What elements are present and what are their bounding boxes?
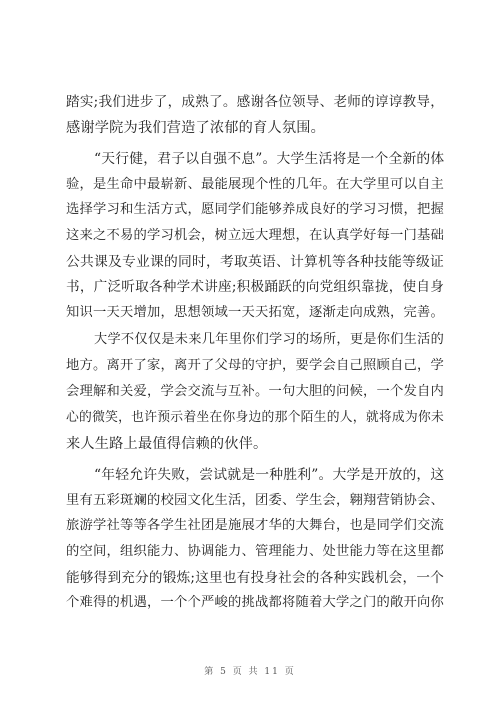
text-line-12: 会理解和关爱，学会交流与互补。一句大胆的问候，一个发自内 bbox=[66, 384, 444, 399]
text-line-1: 踏实;我们进步了，成熟了。感谢各位领导、老师的谆谆教导， bbox=[66, 94, 444, 110]
text-line-2: 感谢学院为我们营造了浓郁的育人氛围。 bbox=[66, 120, 325, 136]
text-line-5: 选择学习和生活方式，愿同学们能够养成良好的学习习惯，把握 bbox=[66, 202, 444, 217]
text-line-14: 来人生路上最值得信赖的伙伴。 bbox=[66, 436, 268, 452]
text-line-20: 个难得的机遇，一个个严峻的挑战都将随着大学之门的敞开向你 bbox=[66, 595, 444, 610]
text-line-18: 的空间，组织能力、协调能力、管理能力、处世能力等在这里都 bbox=[66, 544, 444, 559]
text-line-8: 书，广泛听取各种学术讲座;积极踊跃的向党组织靠拢，使自身 bbox=[66, 279, 444, 295]
text-line-9: 知识一天天增加，思想领域一天天拓宽，逐渐走向成熟，完善。 bbox=[66, 305, 444, 320]
text-line-19: 能够得到充分的锻炼;这里也有投身社会的各种实践机会，一个 bbox=[66, 570, 444, 586]
text-line-17: 旅游学社等等各学生社团是施展才华的大舞台，也是同学们交流 bbox=[66, 518, 444, 533]
text-line-6: 这来之不易的学习机会，树立远大理想，在认真学好每一门基础 bbox=[66, 228, 444, 243]
text-line-10: 大学不仅仅是未来几年里你们学习的场所，更是你们生活的 bbox=[94, 332, 444, 347]
text-line-16: 里有五彩斑斓的校园文化生活，团委、学生会，翱翔营销协会、 bbox=[66, 493, 444, 508]
text-line-13: 心的微笑，也许预示着坐在你身边的那个陌生的人，就将成为你未 bbox=[66, 410, 444, 425]
page-number-footer: 第 5 页 共 11 页 bbox=[204, 667, 296, 677]
text-line-3: “天行健，君子以自强不息”。大学生活将是一个全新的体 bbox=[94, 151, 445, 167]
text-line-7: 公共课及专业课的同时，考取英语、计算机等各种技能等级证 bbox=[66, 254, 444, 270]
text-line-15: “年轻允许失败，尝试就是一种胜利”。大学是开放的，这 bbox=[94, 467, 445, 483]
text-line-11: 地方。离开了家，离开了父母的守护，要学会自己照顾自己，学 bbox=[66, 358, 444, 373]
text-line-4: 验，是生命中最崭新、最能展现个性的几年。在大学里可以自主 bbox=[66, 177, 444, 192]
